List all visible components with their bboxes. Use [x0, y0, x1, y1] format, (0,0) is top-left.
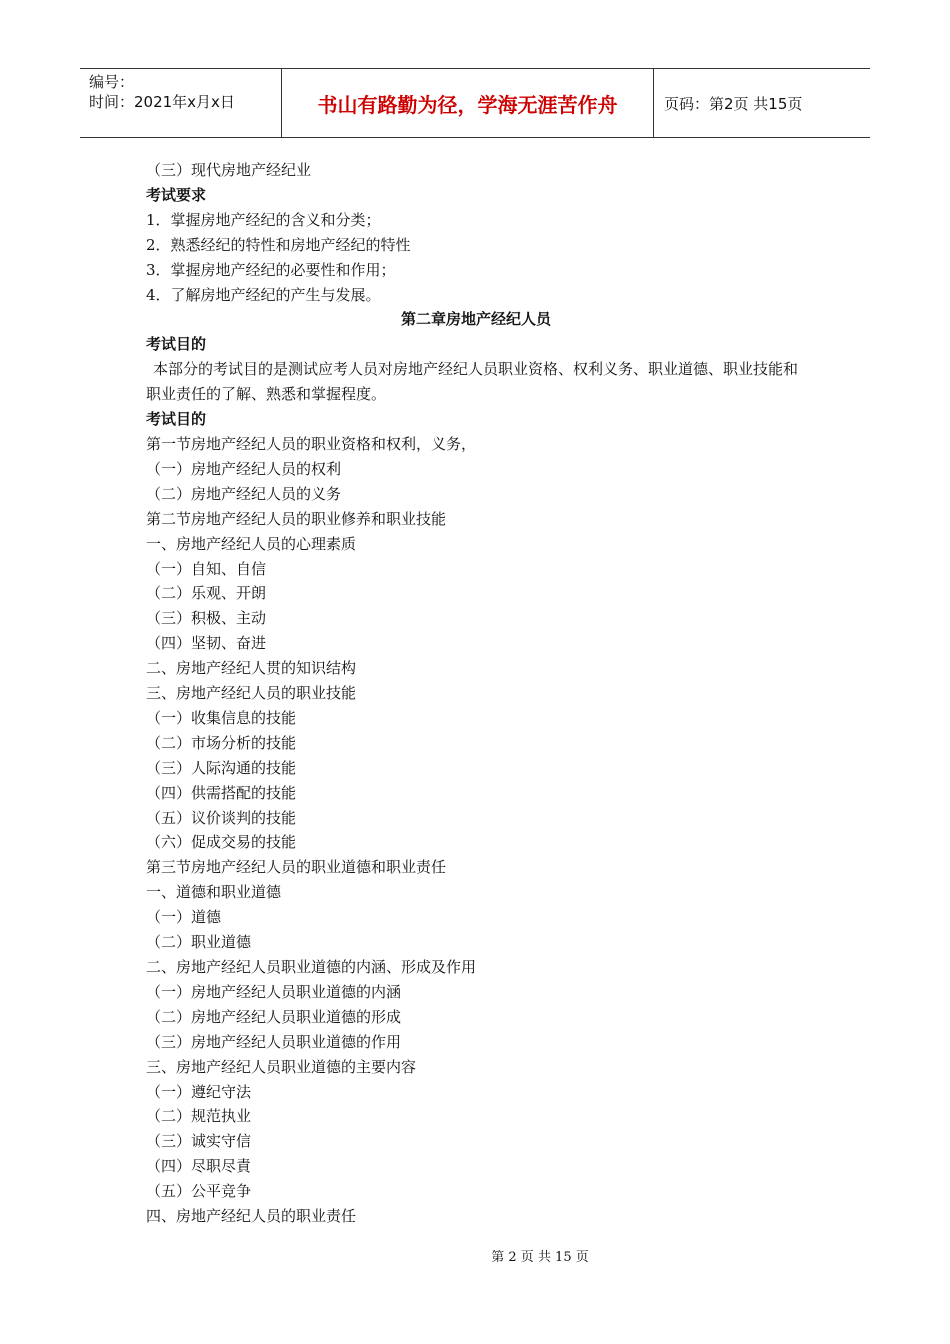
- section-item: （四）坚韧、奋进: [146, 634, 267, 653]
- header-page-info: 页码：第2页 共15页: [664, 94, 803, 113]
- section-item: 一、道德和职业道德: [146, 883, 282, 902]
- section-item: （二）房地产经纪人员职业道德的形成: [146, 1007, 402, 1026]
- section-item: （二）房地产经纪人员的义务: [146, 484, 342, 503]
- document-body: [146, 158, 806, 1229]
- section-item: （三）诚实守信: [146, 1132, 252, 1151]
- section-item: （一）道德: [146, 908, 222, 927]
- section-item: （二）市场分析的技能: [146, 733, 297, 752]
- section-item: （四）供需搭配的技能: [146, 783, 297, 802]
- section-item: 四、房地产经纪人员的职业责任: [146, 1207, 357, 1226]
- purpose-paragraph: 本部分的考试目的是测试应考人员对房地产经纪人员职业资格、权利义务、职业道德、职业技能和职业责任的了解、熟悉和掌握程度。: [146, 360, 799, 404]
- requirement-item: 2．熟悉经纪的特性和房地产经纪的特性: [146, 235, 411, 254]
- section-item: 二、房地产经纪人员职业道德的内涵、形成及作用: [146, 958, 477, 976]
- section-item: （三）积极、主动: [146, 609, 267, 628]
- section-item: （三）现代房地产经纪业: [146, 161, 312, 179]
- section-item: （一）遵纪守法: [146, 1082, 252, 1101]
- requirement-item: 3．掌握房地产经纪的必要性和作用；: [146, 260, 396, 279]
- section-item: 二、房地产经纪人贯的知识结构: [146, 659, 357, 678]
- page-header: [80, 68, 870, 138]
- header-motto: 书山有路勤为径，学海无涯苦作舟: [282, 69, 654, 137]
- section-item: （六）促成交易的技能: [146, 833, 297, 852]
- section-title: 第三节房地产经纪人员的职业道德和职业责任: [146, 858, 447, 877]
- section-item: （一）自知、自信: [146, 559, 267, 578]
- requirement-item: 1．掌握房地产经纪的含义和分类；: [146, 210, 381, 229]
- chapter-title: 第二章房地产经纪人员: [400, 310, 551, 329]
- section-item: （一）房地产经纪人员的权利: [146, 459, 342, 478]
- section-item: （五）议价谈判的技能: [146, 808, 297, 827]
- heading-exam-purpose: 考试目的: [146, 335, 207, 354]
- date-label: 时间：2021年x月x日: [89, 93, 235, 111]
- section-item: （一）收集信息的技能: [146, 708, 297, 727]
- section-item: （五）公平竞争: [146, 1182, 252, 1201]
- page-footer: 第 2 页 共 15 页: [491, 1250, 589, 1265]
- section-item: （二）职业道德: [146, 933, 252, 952]
- section-item: （三）房地产经纪人员职业道德的作用: [146, 1032, 402, 1051]
- section-title: 第一节房地产经纪人员的职业资格和权利，义务，: [146, 434, 477, 453]
- section-title: 第二节房地产经纪人员的职业修养和职业技能: [146, 509, 447, 528]
- heading-exam-requirements: 考试要求: [146, 185, 207, 204]
- section-item: （四）尽职尽責: [146, 1157, 252, 1176]
- section-item: （二）乐观、开朗: [146, 584, 267, 603]
- section-item: 三、房地产经纪人员的职业技能: [146, 684, 357, 703]
- requirement-item: 4．了解房地产经纪的产生与发展。: [146, 285, 381, 304]
- number-label: 编号：: [89, 73, 135, 91]
- section-item: （二）规范执业: [146, 1107, 252, 1126]
- section-item: 一、房地产经纪人员的心理素质: [146, 534, 357, 553]
- section-item: （三）人际沟通的技能: [146, 758, 297, 777]
- header-meta: [80, 69, 282, 137]
- heading-exam-purpose: 考试目的: [146, 410, 207, 429]
- section-item: （一）房地产经纪人员职业道德的内涵: [146, 982, 402, 1001]
- section-item: 三、房地产经纪人员职业道德的主要内容: [146, 1057, 417, 1076]
